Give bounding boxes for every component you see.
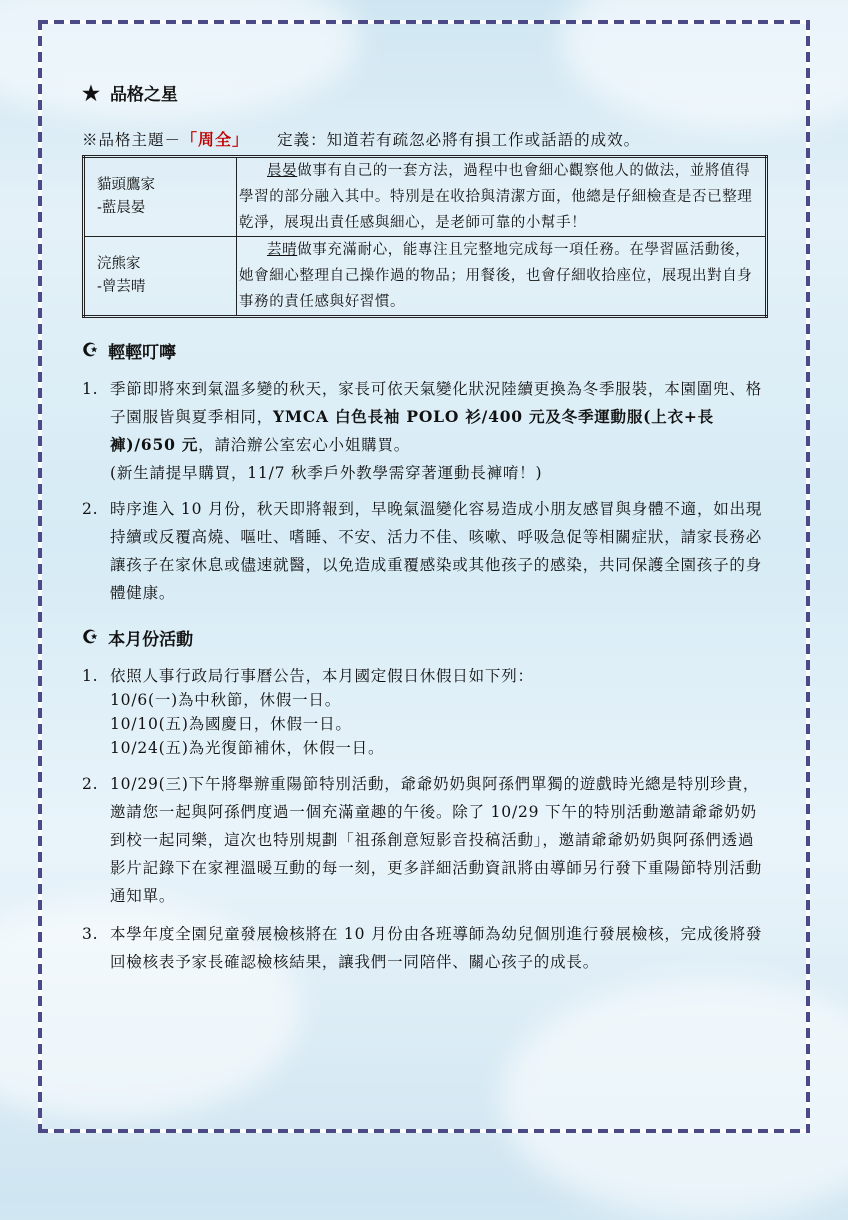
theme-line [82,127,768,150]
holiday-line: 10/24(五)為光復節補休，休假一日。 [110,739,385,757]
moon-icon: ☪ [82,340,99,361]
holiday-line: 10/6(一)為中秋節，休假一日。 [110,691,342,709]
item-number: 1. [82,667,99,685]
activity-list [82,664,768,976]
list-item [82,920,768,976]
reminder-list [82,375,768,607]
student-cell [84,157,237,237]
list-item [82,495,768,607]
item-text: 本學年度全園兒童發展檢核將在 10 月份由各班導師為幼兒個別進行發展檢核，完成後將發回檢核表予家長確認檢核結果，讓我們一同陪伴、關心孩子的成長。 [110,925,763,971]
frame-left-edge [38,20,42,1133]
item-text: 依照人事行政局行事曆公告，本月國定假日休假日如下列： [110,667,534,685]
list-item [82,770,768,910]
list-item [82,375,768,487]
star-section-title [82,80,768,105]
description-student-name: 芸晴 [267,242,298,258]
star-section-title-text: 品格之星 [109,85,178,105]
theme-prefix: ※品格主題－ [82,131,182,149]
holiday-line: 10/10(五)為國慶日，休假一日。 [110,715,352,733]
class-name: 浣熊家 [97,256,141,272]
item-number: 3. [82,925,99,943]
item-text: 10/29(三)下午將舉辦重陽節特別活動，爺爺奶奶與阿孫們單獨的遊戲時光總是特別珍貴，邀請您一起與阿孫們度過一個充滿童趣的午後。除了 10/29 下午的特別活動邀請爺爺奶奶到校一起同樂，這次也特別規劃「祖孫創意短影音投稿活動」，邀請爺爺奶奶與阿孫們透過影片記錄下在家裡溫暖互動的每一刻，更多詳細活動資訊將由導師另行發下重陽節特別活動通知單。 [110,775,763,905]
frame-bottom-edge [38,1129,810,1133]
description-student-name: 晨晏 [267,163,298,179]
theme-name: 周全 [198,130,233,149]
frame-top-edge [38,20,810,24]
list-item [82,664,768,760]
student-cell [84,237,237,317]
item-bold-text: YMCA 白色長袖 POLO 衫/400 元及冬季運動服(上衣+長褲)/650 元 [110,407,714,454]
theme-definition: 定義：知道若有疏忽必將有損工作或話語的成效。 [277,131,641,149]
theme-close-quote: 」 [232,130,250,149]
description-cell [237,157,767,237]
student-name: -曾芸晴 [97,279,146,295]
theme-open-quote: 「 [181,130,199,149]
item-text: 季節即將來到氣溫多變的秋天，家長可依天氣變化狀況陸續更換為冬季服裝，本園圍兜、格子園服皆與夏季相同， [110,380,763,426]
item-number: 2. [82,775,99,793]
class-name: 貓頭鷹家 [97,177,155,193]
table-row [84,237,767,317]
description-text: 做事充滿耐心，能專注且完整地完成每一項任務。在學習區活動後，她會細心整理自己操作過的物品；用餐後，也會仔細收拾座位，展現出對自身事務的責任感與好習慣。 [239,242,753,310]
moon-icon: ☪ [82,627,99,648]
item-text: ，請洽辦公室宏心小姐購買。 [198,436,411,454]
item-note: (新生請提早購買，11/7 秋季戶外教學需穿著運動長褲唷！) [110,464,543,482]
reminder-section-title-text: 輕輕叮嚀 [108,343,177,363]
student-name: -藍晨晏 [97,200,146,216]
description-text: 做事有自己的一套方法，過程中也會細心觀察他人的做法，並將值得學習的部分融入其中。特別是在收拾與清潔方面，他總是仔細檢查是否已整理乾淨，展現出責任感與細心，是老師可靠的小幫手！ [239,163,753,231]
newsletter-content [82,80,768,976]
item-number: 1. [82,380,99,398]
frame-right-edge [806,20,810,1133]
item-number: 2. [82,500,99,518]
star-icon: ★ [82,80,100,105]
table-row [84,157,767,237]
item-text: 時序進入 10 月份，秋天即將報到，早晚氣溫變化容易造成小朋友感冒與身體不適，如出現持續或反覆高燒、嘔吐、嗜睡、不安、活力不佳、咳嗽、呼吸急促等相關症狀，請家長務必讓孩子在家休息或儘速就醫，以免造成重覆感染或其他孩子的感染，共同保護全園孩子的身體健康。 [110,500,763,602]
description-cell [237,237,767,317]
activity-section-title [82,625,768,650]
merit-table [82,155,768,318]
reminder-section-title [82,338,768,363]
activity-section-title-text: 本月份活動 [108,630,194,650]
